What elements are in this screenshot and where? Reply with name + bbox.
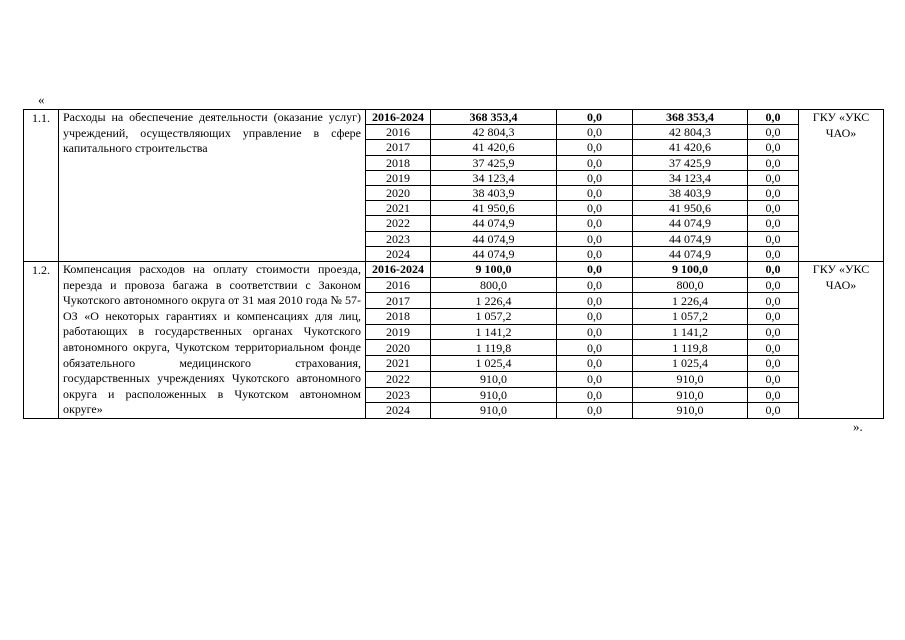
amount-total: 368 353,4: [431, 110, 557, 125]
amount-column-3: 1 025,4: [633, 356, 748, 372]
period-year: 2023: [366, 387, 431, 403]
activity-name: Расходы на обеспечение деятельности (оказание услуг) учреждений, осуществляющих управление в сфере капитального строительства: [59, 110, 366, 262]
amount-column-4: 0,0: [748, 216, 799, 231]
amount-column-4: 0,0: [748, 403, 799, 419]
period-year: 2022: [366, 371, 431, 387]
period-year: 2020: [366, 186, 431, 201]
amount-column-2: 0,0: [557, 403, 633, 419]
amount-column-4: 0,0: [748, 309, 799, 325]
amount-column-4: 0,0: [748, 356, 799, 372]
table-row: [24, 262, 884, 278]
period-year: 2020: [366, 340, 431, 356]
funding-table: [23, 109, 884, 419]
executor: ГКУ «УКС ЧАО»: [799, 110, 884, 262]
period-year: 2016-2024: [366, 262, 431, 278]
amount-column-2: 0,0: [557, 324, 633, 340]
amount-column-4: 0,0: [748, 140, 799, 155]
amount-column-2: 0,0: [557, 201, 633, 216]
amount-column-2: 0,0: [557, 186, 633, 201]
amount-column-3: 44 074,9: [633, 216, 748, 231]
amount-total: 42 804,3: [431, 125, 557, 140]
amount-column-4: 0,0: [748, 231, 799, 246]
amount-column-2: 0,0: [557, 170, 633, 185]
amount-total: 1 025,4: [431, 356, 557, 372]
period-year: 2024: [366, 246, 431, 261]
amount-column-4: 0,0: [748, 246, 799, 261]
table-body: [24, 110, 884, 419]
amount-column-2: 0,0: [557, 155, 633, 170]
amount-total: 1 119,8: [431, 340, 557, 356]
amount-column-2: 0,0: [557, 140, 633, 155]
amount-column-4: 0,0: [748, 340, 799, 356]
period-year: 2016-2024: [366, 110, 431, 125]
amount-column-4: 0,0: [748, 170, 799, 185]
amount-total: 910,0: [431, 387, 557, 403]
period-year: 2021: [366, 356, 431, 372]
amount-total: 910,0: [431, 403, 557, 419]
period-year: 2018: [366, 155, 431, 170]
amount-total: 1 226,4: [431, 293, 557, 309]
amount-total: 44 074,9: [431, 246, 557, 261]
amount-column-3: 44 074,9: [633, 231, 748, 246]
amount-column-3: 910,0: [633, 387, 748, 403]
row-number: 1.1.: [24, 110, 59, 262]
amount-column-2: 0,0: [557, 309, 633, 325]
amount-column-3: 368 353,4: [633, 110, 748, 125]
amount-column-4: 0,0: [748, 186, 799, 201]
amount-column-3: 34 123,4: [633, 170, 748, 185]
amount-column-3: 910,0: [633, 403, 748, 419]
period-year: 2022: [366, 216, 431, 231]
period-year: 2023: [366, 231, 431, 246]
amount-column-2: 0,0: [557, 216, 633, 231]
amount-column-3: 910,0: [633, 371, 748, 387]
amount-total: 44 074,9: [431, 216, 557, 231]
amount-column-3: 9 100,0: [633, 262, 748, 278]
amount-total: 38 403,9: [431, 186, 557, 201]
period-year: 2016: [366, 277, 431, 293]
amount-column-2: 0,0: [557, 246, 633, 261]
amount-column-3: 38 403,9: [633, 186, 748, 201]
amount-column-4: 0,0: [748, 155, 799, 170]
opening-quote-mark: «: [38, 92, 45, 107]
period-year: 2017: [366, 293, 431, 309]
amount-column-2: 0,0: [557, 110, 633, 125]
amount-total: 800,0: [431, 277, 557, 293]
amount-total: 34 123,4: [431, 170, 557, 185]
amount-column-2: 0,0: [557, 125, 633, 140]
period-year: 2021: [366, 201, 431, 216]
amount-column-3: 42 804,3: [633, 125, 748, 140]
amount-column-3: 37 425,9: [633, 155, 748, 170]
amount-column-2: 0,0: [557, 387, 633, 403]
amount-column-3: 1 119,8: [633, 340, 748, 356]
amount-column-2: 0,0: [557, 371, 633, 387]
amount-total: 37 425,9: [431, 155, 557, 170]
table-row: [24, 110, 884, 125]
amount-column-3: 1 057,2: [633, 309, 748, 325]
amount-column-4: 0,0: [748, 324, 799, 340]
amount-column-2: 0,0: [557, 340, 633, 356]
amount-column-4: 0,0: [748, 277, 799, 293]
amount-column-4: 0,0: [748, 262, 799, 278]
amount-column-2: 0,0: [557, 262, 633, 278]
amount-total: 1 057,2: [431, 309, 557, 325]
amount-column-2: 0,0: [557, 231, 633, 246]
activity-name: Компенсация расходов на оплату стоимости проезда, перезда и провоза багажа в соответствии с Законом Чукотского автономного округа от 31 мая 2010 года № 57-ОЗ «О некоторых гарантиях и компенсациях для лиц, работающих в государственных органах Чукотского автономного округа, Чукотском территориальном фонде обязательного медицинского страхования, государственных учреждениях Чукотского автономного округа и расположенных в Чукотском автономном округе»: [59, 262, 366, 419]
period-year: 2019: [366, 170, 431, 185]
amount-column-3: 41 420,6: [633, 140, 748, 155]
amount-column-4: 0,0: [748, 125, 799, 140]
amount-column-2: 0,0: [557, 277, 633, 293]
row-number: 1.2.: [24, 262, 59, 419]
amount-column-3: 41 950,6: [633, 201, 748, 216]
amount-column-3: 1 226,4: [633, 293, 748, 309]
amount-column-4: 0,0: [748, 387, 799, 403]
amount-column-3: 1 141,2: [633, 324, 748, 340]
amount-total: 1 141,2: [431, 324, 557, 340]
amount-total: 44 074,9: [431, 231, 557, 246]
executor: ГКУ «УКС ЧАО»: [799, 262, 884, 419]
amount-column-2: 0,0: [557, 356, 633, 372]
amount-total: 910,0: [431, 371, 557, 387]
amount-column-2: 0,0: [557, 293, 633, 309]
amount-column-3: 800,0: [633, 277, 748, 293]
amount-column-4: 0,0: [748, 110, 799, 125]
period-year: 2016: [366, 125, 431, 140]
amount-column-4: 0,0: [748, 201, 799, 216]
amount-total: 41 950,6: [431, 201, 557, 216]
period-year: 2017: [366, 140, 431, 155]
amount-column-4: 0,0: [748, 371, 799, 387]
amount-column-4: 0,0: [748, 293, 799, 309]
period-year: 2024: [366, 403, 431, 419]
period-year: 2018: [366, 309, 431, 325]
amount-total: 41 420,6: [431, 140, 557, 155]
amount-column-3: 44 074,9: [633, 246, 748, 261]
amount-total: 9 100,0: [431, 262, 557, 278]
closing-quote-mark: ».: [853, 419, 863, 434]
period-year: 2019: [366, 324, 431, 340]
